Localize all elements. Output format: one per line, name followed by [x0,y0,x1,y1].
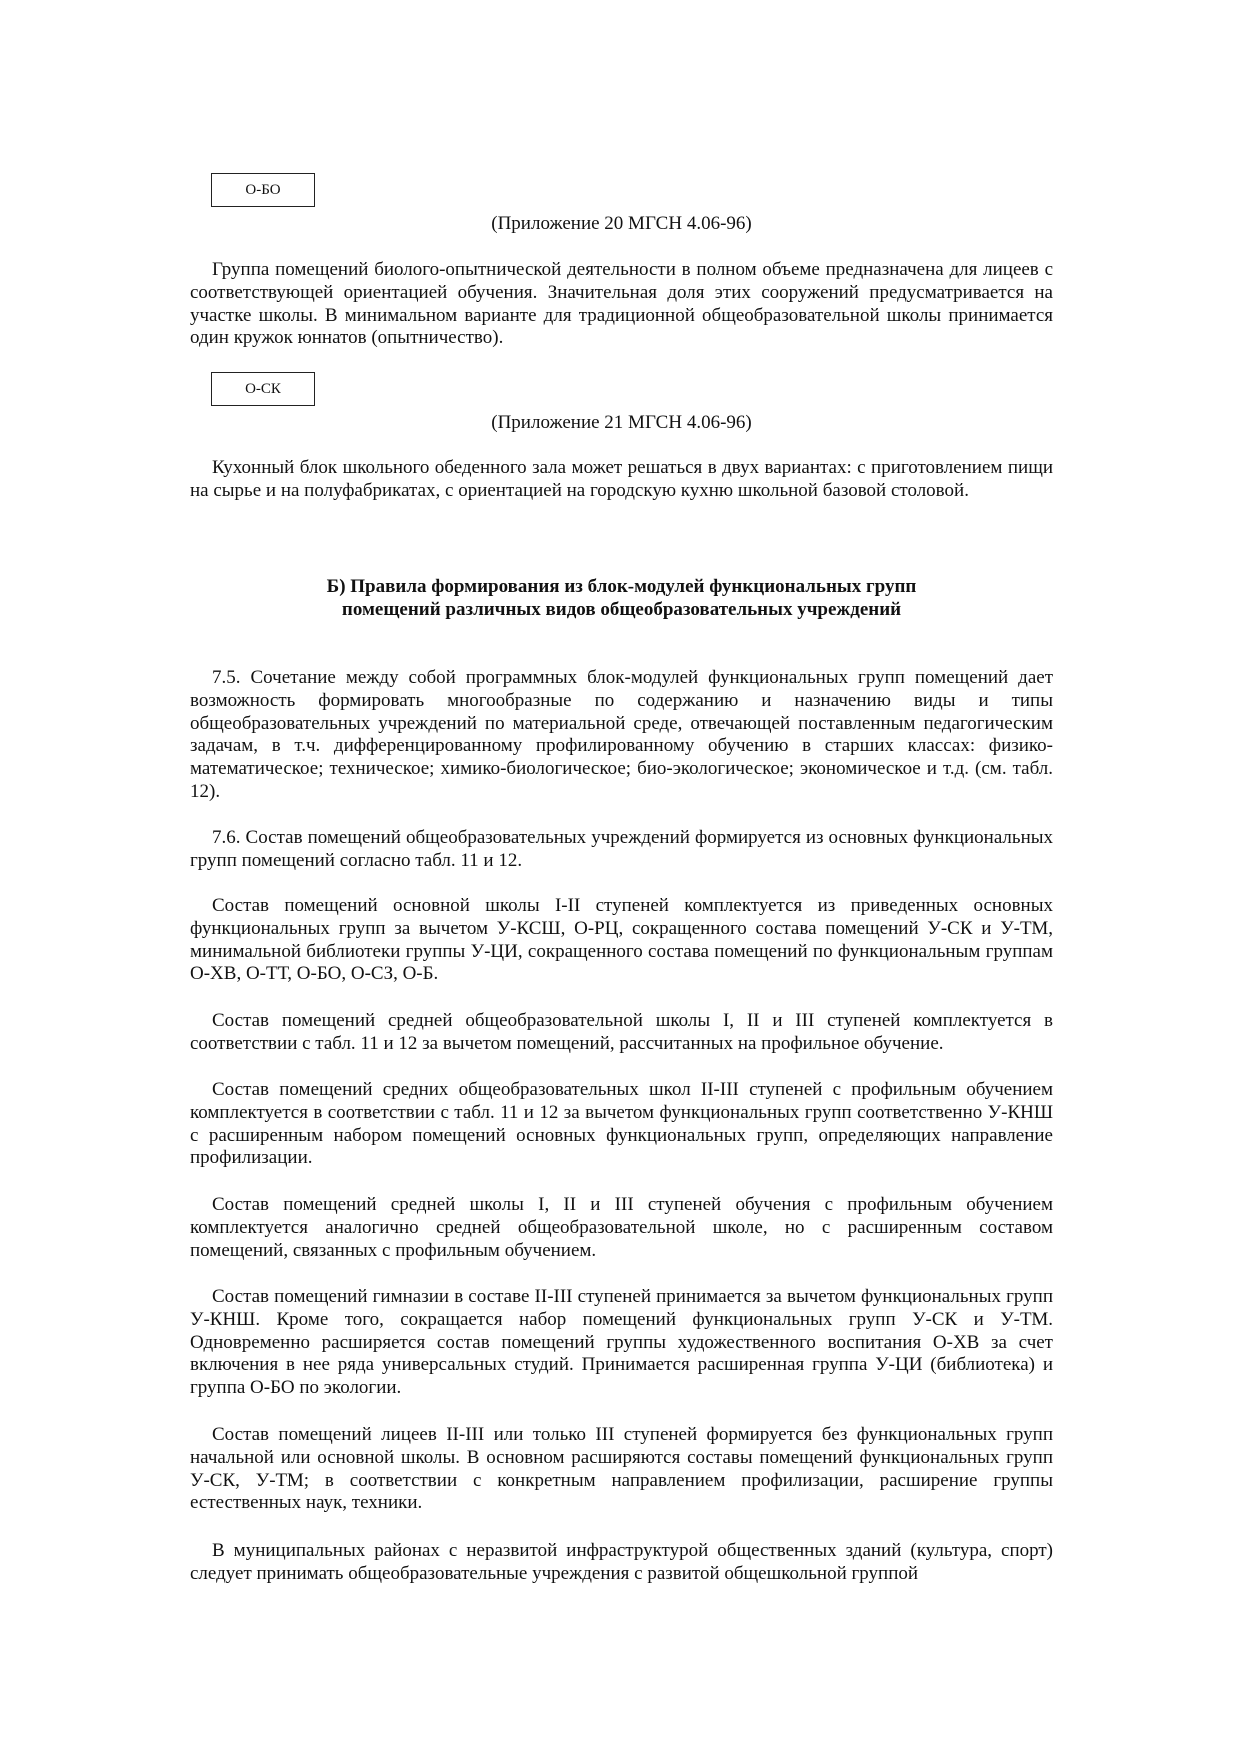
section-heading [190,575,1053,621]
paragraph-secondary-profile: Состав помещений средней школы I, II и III ступеней обучения с профильным обучением комплектуется аналогично средней общеобразовательной школе, но с расширенным составом помещений, связанных с профильным обучением. [190,1194,1053,1261]
paragraph-gymnasium: Состав помещений гимназии в составе II-III ступеней принимается за вычетом функциональных групп У-КНШ. Кроме того, сокращается набор помещений функциональных групп У-СК и У-ТМ. Одновременно расширяется состав помещений группы художественного воспитания О-ХВ за счет включения в нее ряда универсальных студий. Принимается расширенная группа У-ЦИ (библиотека) и группа О-БО по экологии. [190,1286,1053,1399]
paragraph-secondary-school: Состав помещений средней общеобразовательной школы I, II и III ступеней комплектуется в соответствии с табл. 11 и 12 за вычетом помещений, рассчитанных на профильное обучение. [190,1010,1053,1054]
tag-box-osk: О-СК [211,372,315,406]
appendix-reference-21: (Приложение 21 МГСН 4.06-96) [491,412,752,433]
section-heading-line-2: помещений различных видов общеобразовательных учреждений [341,599,902,620]
paragraph-basic-school: Состав помещений основной школы I-II ступеней комплектуется из приведенных основных функциональных групп за вычетом У-КСШ, О-РЦ, сокращенного состава помещений У-СК и У-ТМ, минимальной библиотеки группы У-ЦИ, сокращенного состава помещений по функциональным группам О-ХВ, О-ТТ, О-БО, О-СЗ, О-Б. [190,895,1053,985]
paragraph-7-5: 7.5. Сочетание между собой программных блок-модулей функциональных групп помещений дает возможность формировать многообразные по содержанию и назначению виды и типы общеобразовательных учреждений по материальной среде, отвечающей поставленным педагогическим задачам, в т.ч. дифференцированному профилированному обучению в старших классах: физико-математическое; техническое; химико-биологическое; био-экологическое; экономическое и т.д. (см. табл. 12). [190,667,1053,802]
tag-box-obo: О-БО [211,173,315,207]
section-heading-line-1: Б) Правила формирования из блок-модулей функциональных групп [326,576,917,597]
paragraph-profile-school: Состав помещений средних общеобразовательных школ II-III ступеней с профильным обучением комплектуется в соответствии с табл. 11 и 12 за вычетом функциональных групп соответственно У-КНШ с расширенным набором помещений основных функциональных групп, определяющих направление профилизации. [190,1079,1053,1169]
appendix-reference-20: (Приложение 20 МГСН 4.06-96) [491,213,752,234]
paragraph-7-6: 7.6. Состав помещений общеобразовательных учреждений формируется из основных функциональных групп помещений согласно табл. 11 и 12. [190,827,1053,871]
paragraph-osk-description: Кухонный блок школьного обеденного зала может решаться в двух вариантах: с приготовлением пищи на сырье и на полуфабрикатах, с ориентацией на городскую кухню школьной базовой столовой. [190,457,1053,501]
paragraph-obo-description: Группа помещений биолого-опытнической деятельности в полном объеме предназначена для лицеев с соответствующей ориентацией обучения. Значительная доля этих сооружений предусматривается на участке школы. В минимальном варианте для традиционной общеобразовательной школы принимается один кружок юннатов (опытничество). [190,259,1053,349]
paragraph-lyceum: Состав помещений лицеев II-III или только III ступеней формируется без функциональных групп начальной или основной школы. В основном расширяются составы помещений функциональных групп У-СК, У-ТМ; в соответствии с конкретным направлением профилизации, расширение группы естественных наук, техники. [190,1424,1053,1514]
paragraph-municipal: В муниципальных районах с неразвитой инфраструктурой общественных зданий (культура, спорт) следует принимать общеобразовательные учреждения с развитой общешкольной группой [190,1540,1053,1584]
